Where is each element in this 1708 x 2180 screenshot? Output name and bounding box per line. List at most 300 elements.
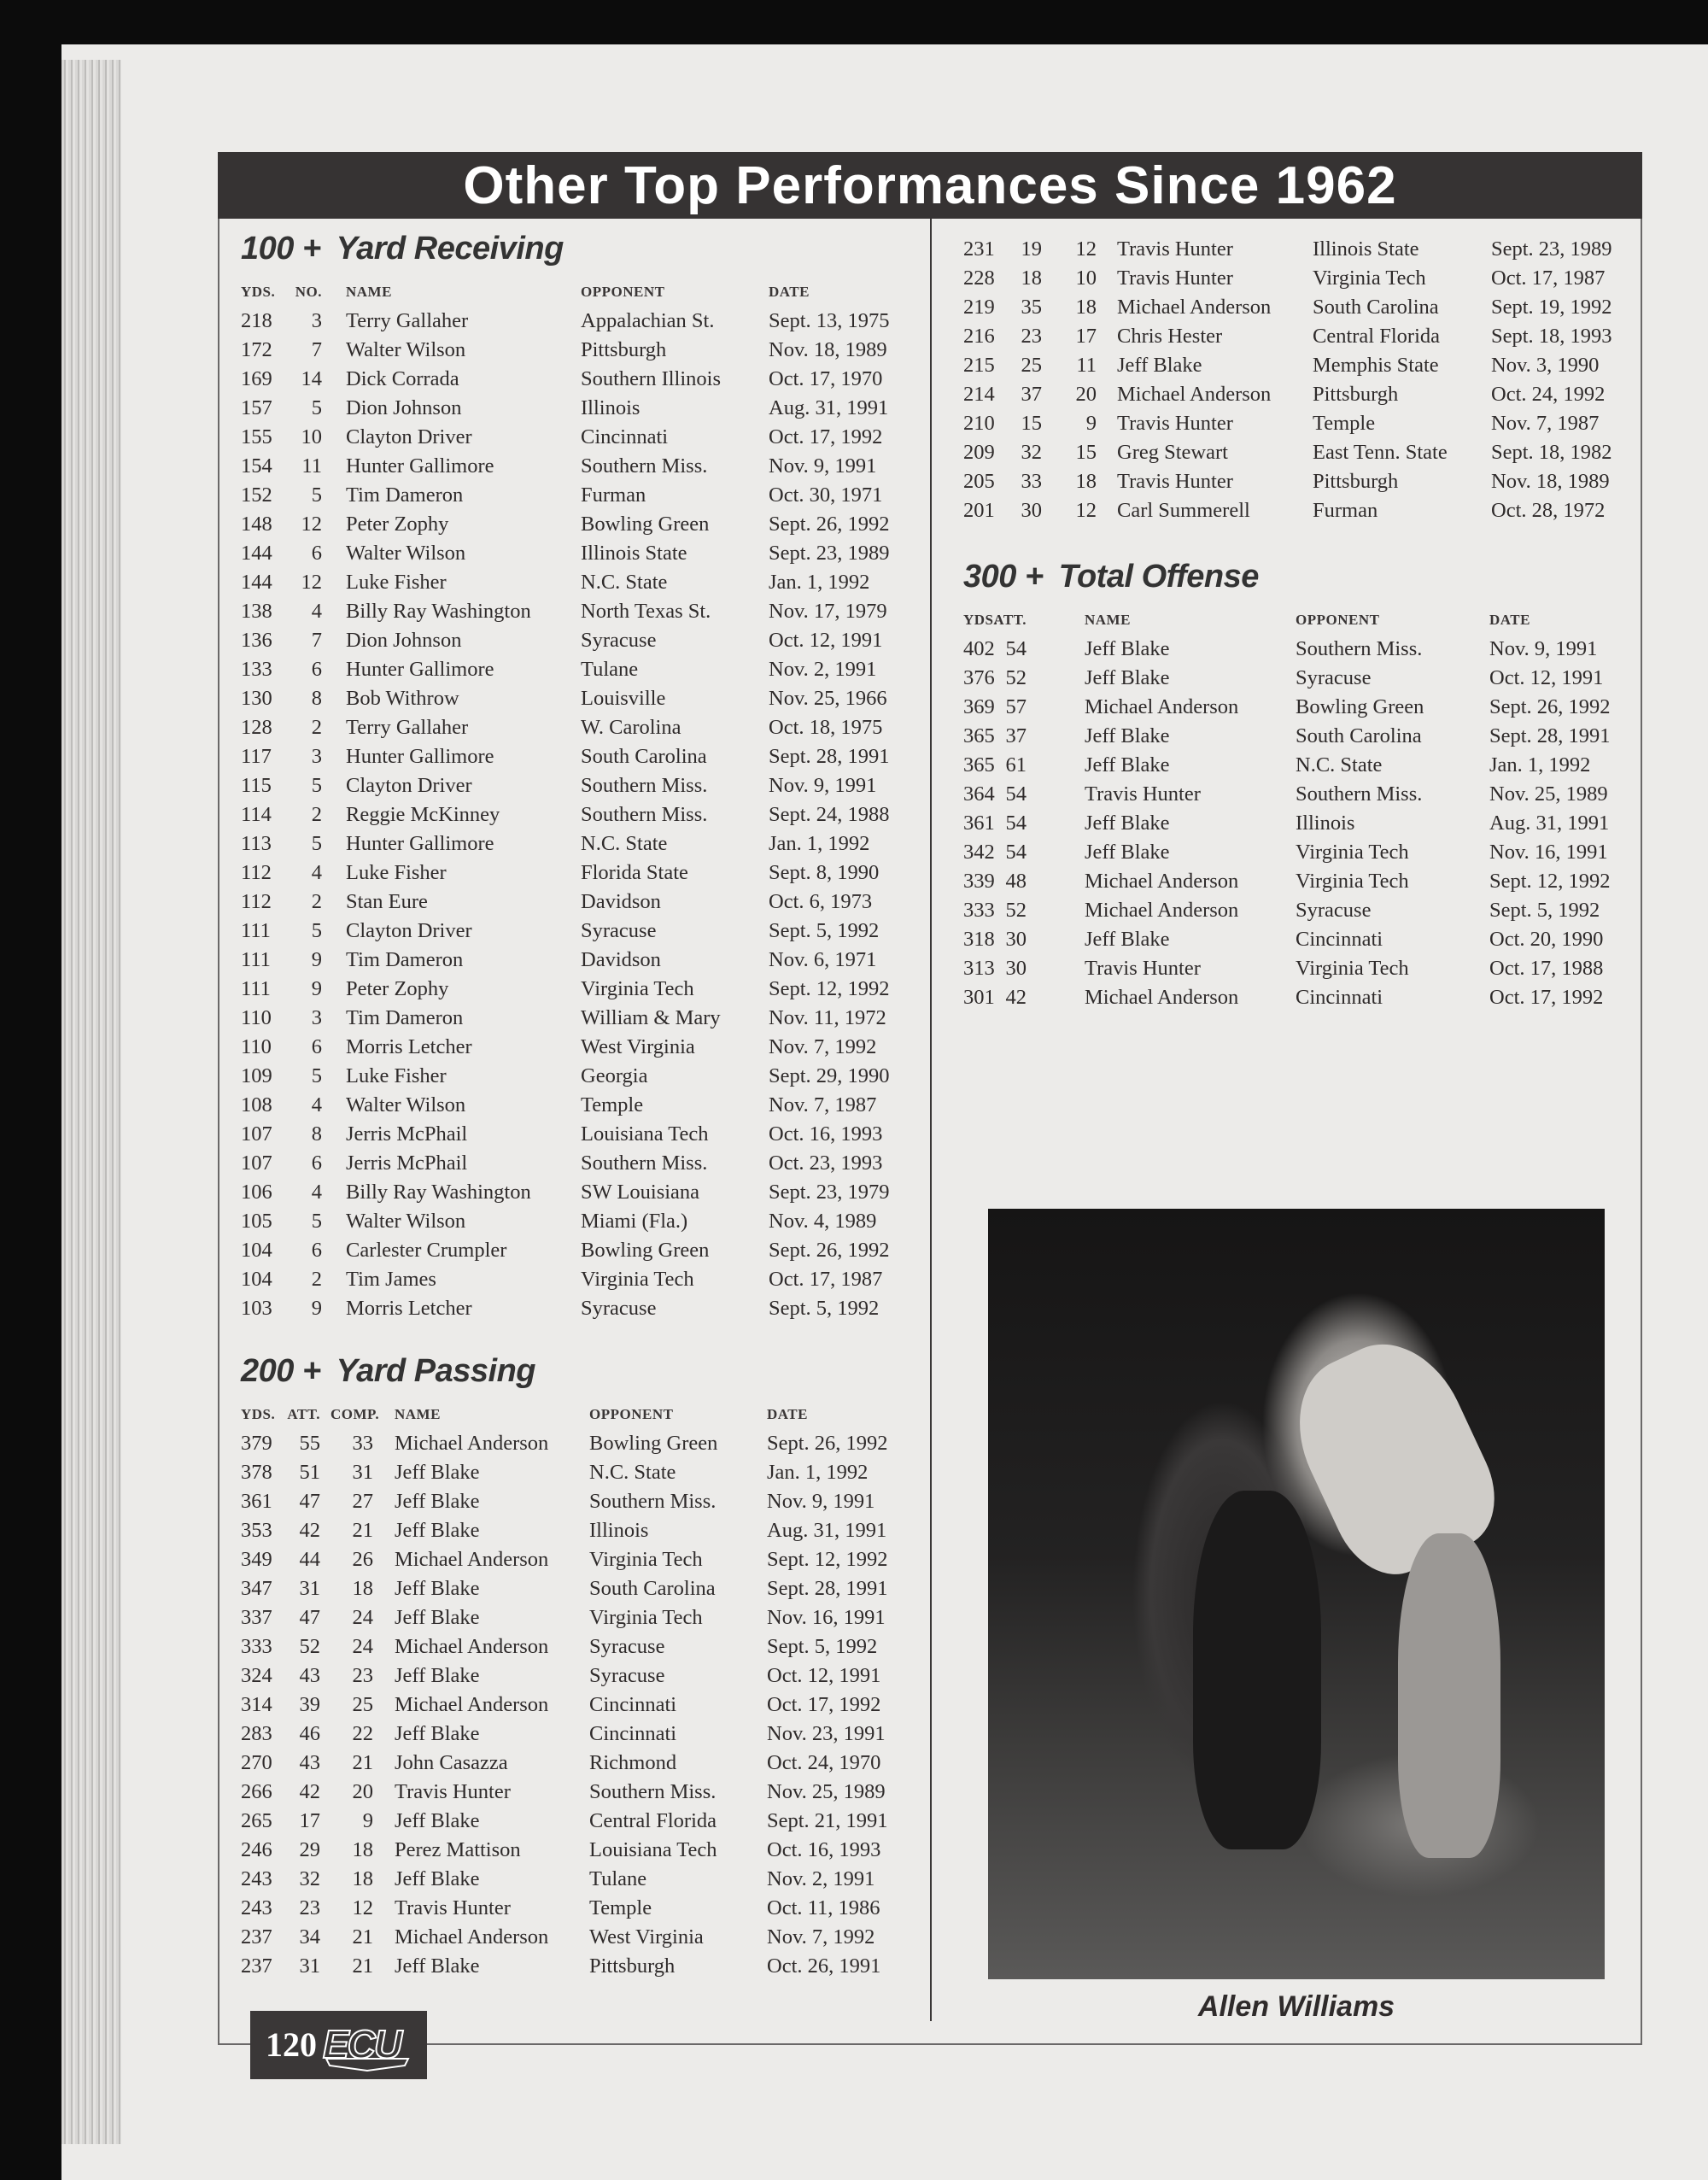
table-cell: 7 [311,338,322,361]
table-cell: 246 [241,1838,272,1861]
table-cell: Sept. 5, 1992 [769,1297,880,1320]
table-cell: Sept. 24, 1988 [769,803,890,826]
table-cell: 5 [311,483,322,507]
table-cell: 205 [963,470,995,493]
table-cell: Southern Miss. [581,803,708,826]
table-cell: 2 [311,803,322,826]
table-cell: Aug. 31, 1991 [767,1519,887,1542]
table-cell: Dion Johnson [346,396,462,419]
table-cell: Morris Letcher [346,1297,472,1320]
table-cell: 169 [241,367,272,390]
table-cell: Nov. 7, 1987 [769,1093,877,1116]
table-cell: Southern Miss. [589,1780,717,1803]
table-cell: 57 [1005,695,1027,718]
table-cell: Oct. 17, 1987 [769,1268,883,1291]
table-cell: 42 [299,1780,320,1803]
table-cell: Sept. 19, 1992 [1491,296,1612,319]
table-cell: 266 [241,1780,272,1803]
table-cell: Syracuse [589,1664,665,1687]
table-cell: 4 [311,861,322,884]
table-cell: Nov. 9, 1991 [1489,637,1598,660]
table-cell: 25 [352,1693,373,1716]
table-cell: 10 [1075,267,1097,290]
table-cell: Travis Hunter [1117,267,1233,290]
table-cell: 12 [1075,237,1097,261]
table-cell: Tim Dameron [346,948,464,971]
table-cell: 337 [241,1606,272,1629]
table-cell: Cincinnati [581,425,669,448]
table-cell: 23 [299,1896,320,1919]
table-cell: 115 [241,774,272,797]
table-cell: 283 [241,1722,272,1745]
column-header: OPPONENT [589,1406,674,1422]
table-cell: Tulane [589,1867,647,1890]
table-cell: Luke Fisher [346,1064,447,1087]
table-cell: North Texas St. [581,600,711,623]
table-cell: 379 [241,1432,272,1455]
offense-heading [963,559,1259,595]
table-cell: 54 [1005,812,1027,835]
table-cell: Southern Miss. [581,1152,708,1175]
table-cell: Sept. 12, 1992 [767,1548,888,1571]
table-cell: 12 [352,1896,373,1919]
table-cell: 21 [352,1925,373,1949]
table-cell: Louisiana Tech [589,1838,717,1861]
table-cell: Oct. 16, 1993 [767,1838,881,1861]
table-cell: 2 [311,890,322,913]
table-cell: 54 [1005,637,1027,660]
table-cell: Travis Hunter [1117,237,1233,261]
table-cell: Cincinnati [589,1722,677,1745]
table-cell: 30 [1005,957,1027,980]
table-cell: Furman [581,483,646,507]
table-cell: Luke Fisher [346,571,447,594]
table-cell: Michael Anderson [395,1548,549,1571]
table-cell: Sept. 26, 1992 [769,1239,890,1262]
table-cell: Stan Eure [346,890,428,913]
table-cell: N.C. State [581,571,668,594]
table-cell: Sept. 26, 1992 [767,1432,888,1455]
offense-heading-title: Total Offense [1058,559,1259,595]
table-cell: Bowling Green [581,1239,710,1262]
table-cell: 361 [963,812,995,835]
table-cell: Luke Fisher [346,861,447,884]
passing-heading [241,1353,535,1390]
table-cell: East Tenn. State [1313,441,1448,464]
table-cell: 18 [352,1838,373,1861]
table-cell: South Carolina [1313,296,1439,319]
table-cell: Oct. 30, 1971 [769,483,883,507]
table-cell: 31 [299,1577,320,1600]
table-cell: Oct. 17, 1987 [1491,267,1606,290]
table-cell: 2 [311,716,322,739]
table-cell: Jeff Blake [1117,354,1202,377]
table-cell: Furman [1313,499,1378,522]
table-cell: 52 [1005,666,1027,689]
table-cell: 157 [241,396,272,419]
table-cell: Central Florida [1313,325,1441,348]
table-cell: South Carolina [589,1577,716,1600]
table-cell: 4 [311,1093,322,1116]
table-cell: 6 [311,1239,322,1262]
table-cell: Nov. 9, 1991 [767,1490,875,1513]
table-cell: 342 [963,841,995,864]
receiving-heading-number: 100 + [241,231,321,267]
table-cell: Oct. 26, 1991 [767,1954,881,1978]
table-cell: 5 [311,774,322,797]
table-cell: 24 [352,1635,373,1658]
table-cell: 144 [241,571,272,594]
table-cell: Terry Gallaher [346,716,469,739]
table-cell: 19 [1021,237,1042,261]
table-cell: Syracuse [581,629,657,652]
table-cell: 237 [241,1954,272,1978]
table-cell: 402 [963,637,995,660]
table-cell: Cincinnati [1296,928,1383,951]
football-action-photo [988,1209,1605,1979]
table-cell: 55 [299,1432,320,1455]
table-cell: 46 [299,1722,320,1745]
table-cell: 6 [311,1152,322,1175]
table-cell: Walter Wilson [346,542,466,565]
table-cell: Nov. 25, 1989 [1489,782,1608,806]
table-cell: 37 [1021,383,1042,406]
offense-heading-number: 300 + [963,559,1044,595]
table-cell: 228 [963,267,995,290]
table-cell: Louisiana Tech [581,1122,709,1146]
table-cell: Syracuse [581,1297,657,1320]
table-cell: Oct. 17, 1988 [1489,957,1604,980]
table-cell: 37 [1005,724,1027,747]
table-cell: Michael Anderson [1085,870,1239,893]
passing-heading-title: Yard Passing [336,1353,536,1389]
table-cell: Nov. 7, 1987 [1491,412,1600,435]
table-cell: Virginia Tech [1296,841,1409,864]
table-cell: 214 [963,383,995,406]
table-cell: 48 [1005,870,1027,893]
book-page-edge [61,60,121,2144]
table-cell: John Casazza [395,1751,508,1774]
table-cell: Walter Wilson [346,1210,466,1233]
table-cell: Jeff Blake [395,1577,480,1600]
table-cell: Jan. 1, 1992 [767,1461,869,1484]
table-cell: 3 [311,1006,322,1029]
table-cell: Oct. 20, 1990 [1489,928,1604,951]
table-cell: 218 [241,309,272,332]
table-cell: South Carolina [581,745,707,768]
table-cell: 35 [1021,296,1042,319]
table-cell: 15 [1075,441,1097,464]
table-cell: Tim Dameron [346,483,464,507]
table-cell: Clayton Driver [346,774,472,797]
table-cell: 27 [352,1490,373,1513]
table-cell: Nov. 11, 1972 [769,1006,886,1029]
table-cell: Oct. 28, 1972 [1491,499,1606,522]
table-cell: SW Louisiana [581,1181,700,1204]
table-cell: Sept. 28, 1991 [769,745,890,768]
table-cell: Syracuse [589,1635,665,1658]
table-cell: Sept. 23, 1989 [769,542,890,565]
table-cell: 20 [352,1780,373,1803]
table-cell: 54 [1005,841,1027,864]
table-cell: 369 [963,695,995,718]
column-header: NAME [1085,612,1131,628]
column-header: YDS. [241,1406,276,1422]
table-cell: Jeff Blake [395,1461,480,1484]
table-cell: 21 [352,1954,373,1978]
table-cell: Louisville [581,687,666,710]
table-cell: Michael Anderson [1117,383,1272,406]
table-cell: Jeff Blake [395,1867,480,1890]
table-cell: Jeff Blake [1085,666,1170,689]
table-cell: Jeff Blake [1085,724,1170,747]
table-cell: Pittsburgh [1313,383,1399,406]
table-cell: 5 [311,1210,322,1233]
table-cell: Carlester Crumpler [346,1239,507,1262]
table-cell: Tulane [581,658,639,681]
table-cell: 9 [1085,412,1097,435]
table-cell: 110 [241,1035,272,1058]
table-cell: 270 [241,1751,272,1774]
table-cell: Nov. 17, 1979 [769,600,887,623]
table-cell: Sept. 12, 1992 [1489,870,1611,893]
table-cell: Jeff Blake [395,1722,480,1745]
table-cell: 148 [241,513,272,536]
table-cell: Virginia Tech [1313,267,1426,290]
table-cell: Sept. 18, 1982 [1491,441,1612,464]
table-cell: Walter Wilson [346,1093,466,1116]
table-cell: Nov. 4, 1989 [769,1210,877,1233]
table-cell: 21 [352,1751,373,1774]
table-cell: 339 [963,870,995,893]
table-cell: South Carolina [1296,724,1422,747]
table-cell: Illinois State [1313,237,1419,261]
table-cell: 103 [241,1297,272,1320]
table-cell: William & Mary [581,1006,721,1029]
table-cell: 114 [241,803,272,826]
table-cell: Illinois [589,1519,649,1542]
table-cell: Temple [1313,412,1376,435]
table-cell: Michael Anderson [1085,899,1239,922]
table-cell: 24 [352,1606,373,1629]
table-cell: Aug. 31, 1991 [769,396,889,419]
table-cell: West Virginia [589,1925,704,1949]
table-cell: Bowling Green [581,513,710,536]
table-cell: 33 [352,1432,373,1455]
table-cell: Michael Anderson [395,1693,549,1716]
table-cell: 133 [241,658,272,681]
table-cell: Appalachian St. [581,309,715,332]
table-cell: 32 [299,1867,320,1890]
table-cell: Oct. 6, 1973 [769,890,873,913]
table-cell: Hunter Gallimore [346,832,494,855]
table-cell: Temple [589,1896,652,1919]
table-cell: 376 [963,666,995,689]
passing-heading-number: 200 + [241,1353,321,1389]
table-cell: Jan. 1, 1992 [769,571,870,594]
column-header: OPPONENT [1296,612,1380,628]
table-cell: Nov. 7, 1992 [769,1035,877,1058]
table-cell: 353 [241,1519,272,1542]
table-cell: Nov. 23, 1991 [767,1722,886,1745]
table-cell: Georgia [581,1064,648,1087]
table-cell: 5 [311,832,322,855]
receiving-heading-title: Yard Receiving [336,231,564,267]
table-cell: 14 [301,367,322,390]
table-cell: Michael Anderson [395,1432,549,1455]
table-cell: Peter Zophy [346,977,449,1000]
table-cell: Sept. 5, 1992 [769,919,880,942]
table-cell: 117 [241,745,272,768]
table-cell: Jeff Blake [395,1954,480,1978]
table-cell: 237 [241,1925,272,1949]
table-cell: 231 [963,237,995,261]
table-cell: 243 [241,1896,272,1919]
table-cell: 2 [311,1268,322,1291]
table-cell: 33 [1021,470,1042,493]
table-cell: Nov. 18, 1989 [1491,470,1610,493]
ecu-logo [323,2021,412,2066]
table-cell: Jeff Blake [395,1606,480,1629]
table-cell: N.C. State [581,832,668,855]
table-cell: 210 [963,412,995,435]
table-cell: Sept. 12, 1992 [769,977,890,1000]
table-cell: Illinois [1296,812,1355,835]
table-cell: 47 [299,1490,320,1513]
ecu-logo-text: ECU [323,2022,401,2066]
page-number: 120 [266,2025,317,2064]
table-cell: Oct. 17, 1992 [769,425,883,448]
table-cell: Pittsburgh [1313,470,1399,493]
table-cell: Oct. 11, 1986 [767,1896,880,1919]
table-cell: 4 [311,600,322,623]
table-cell: 52 [299,1635,320,1658]
table-cell: Michael Anderson [1117,296,1272,319]
column-header: NAME [346,284,392,300]
table-cell: Hunter Gallimore [346,454,494,478]
table-cell: Cincinnati [1296,986,1383,1009]
table-cell: 3 [311,745,322,768]
table-cell: 9 [311,1297,322,1320]
table-cell: Bowling Green [589,1432,718,1455]
table-cell: 152 [241,483,272,507]
table-cell: 111 [241,948,271,971]
column-header: DATE [769,284,810,300]
table-cell: Southern Illinois [581,367,722,390]
receiving-heading [241,231,564,267]
table-cell: 44 [299,1548,320,1571]
table-cell: Travis Hunter [1085,957,1201,980]
column-header: YDS. [241,284,276,300]
table-cell: Bowling Green [1296,695,1424,718]
table-cell: 8 [311,1122,322,1146]
table-cell: Jerris McPhail [346,1152,468,1175]
table-cell: Syracuse [1296,899,1372,922]
table-cell: Terry Gallaher [346,309,469,332]
table-cell: 201 [963,499,995,522]
table-cell: Davidson [581,890,661,913]
table-cell: 5 [311,919,322,942]
table-cell: 313 [963,957,995,980]
table-cell: Sept. 5, 1992 [1489,899,1600,922]
table-cell: Travis Hunter [395,1896,511,1919]
table-cell: Cincinnati [589,1693,677,1716]
table-cell: 172 [241,338,272,361]
table-cell: Southern Miss. [581,774,708,797]
table-cell: Virginia Tech [581,1268,694,1291]
table-cell: 111 [241,919,271,942]
table-cell: N.C. State [1296,753,1383,776]
table-cell: Oct. 24, 1992 [1491,383,1606,406]
photo-caption: Allen Williams [1197,1990,1395,2023]
table-cell: Memphis State [1313,354,1439,377]
table-cell: 17 [299,1809,320,1832]
table-cell: Oct. 24, 1970 [767,1751,881,1774]
table-cell: 5 [311,396,322,419]
table-cell: Carl Summerell [1117,499,1250,522]
table-cell: Nov. 18, 1989 [769,338,887,361]
table-cell: Jeff Blake [1085,841,1170,864]
table-cell: Pittsburgh [581,338,667,361]
table-cell: Syracuse [581,919,657,942]
table-cell: Michael Anderson [395,1925,549,1949]
table-cell: 12 [1075,499,1097,522]
table-cell: Bob Withrow [346,687,459,710]
table-cell: Syracuse [1296,666,1372,689]
table-cell: 361 [241,1490,272,1513]
table-cell: Nov. 2, 1991 [769,658,877,681]
table-cell: Richmond [589,1751,677,1774]
table-cell: 112 [241,890,272,913]
table-cell: 26 [352,1548,373,1571]
table-cell: 216 [963,325,995,348]
table-cell: 4 [311,1181,322,1204]
table-cell: Nov. 9, 1991 [769,774,877,797]
table-cell: Nov. 6, 1971 [769,948,877,971]
table-cell: 7 [311,629,322,652]
table-cell: 364 [963,782,995,806]
table-cell: 110 [241,1006,272,1029]
table-cell: Oct. 17, 1992 [1489,986,1604,1009]
table-cell: 42 [299,1519,320,1542]
table-cell: 265 [241,1809,272,1832]
table-cell: Virginia Tech [589,1548,703,1571]
table-cell: Nov. 16, 1991 [767,1606,886,1629]
table-cell: Davidson [581,948,661,971]
table-cell: 128 [241,716,272,739]
table-cell: 301 [963,986,995,1009]
table-cell: 365 [963,724,995,747]
table-cell: 333 [241,1635,272,1658]
table-cell: Jeff Blake [395,1809,480,1832]
table-cell: Nov. 7, 1992 [767,1925,875,1949]
table-cell: Virginia Tech [581,977,694,1000]
table-cell: 215 [963,354,995,377]
table-cell: 144 [241,542,272,565]
table-cell: 30 [1005,928,1027,951]
table-cell: Oct. 12, 1991 [769,629,883,652]
table-cell: Jeff Blake [1085,928,1170,951]
table-cell: 6 [311,658,322,681]
table-cell: Nov. 25, 1989 [767,1780,886,1803]
table-cell: Dick Corrada [346,367,459,390]
table-cell: 31 [352,1461,373,1484]
table-cell: Sept. 29, 1990 [769,1064,890,1087]
table-cell: 21 [352,1519,373,1542]
table-cell: Oct. 17, 1970 [769,367,883,390]
table-cell: 136 [241,629,272,652]
table-cell: Jeff Blake [395,1490,480,1513]
